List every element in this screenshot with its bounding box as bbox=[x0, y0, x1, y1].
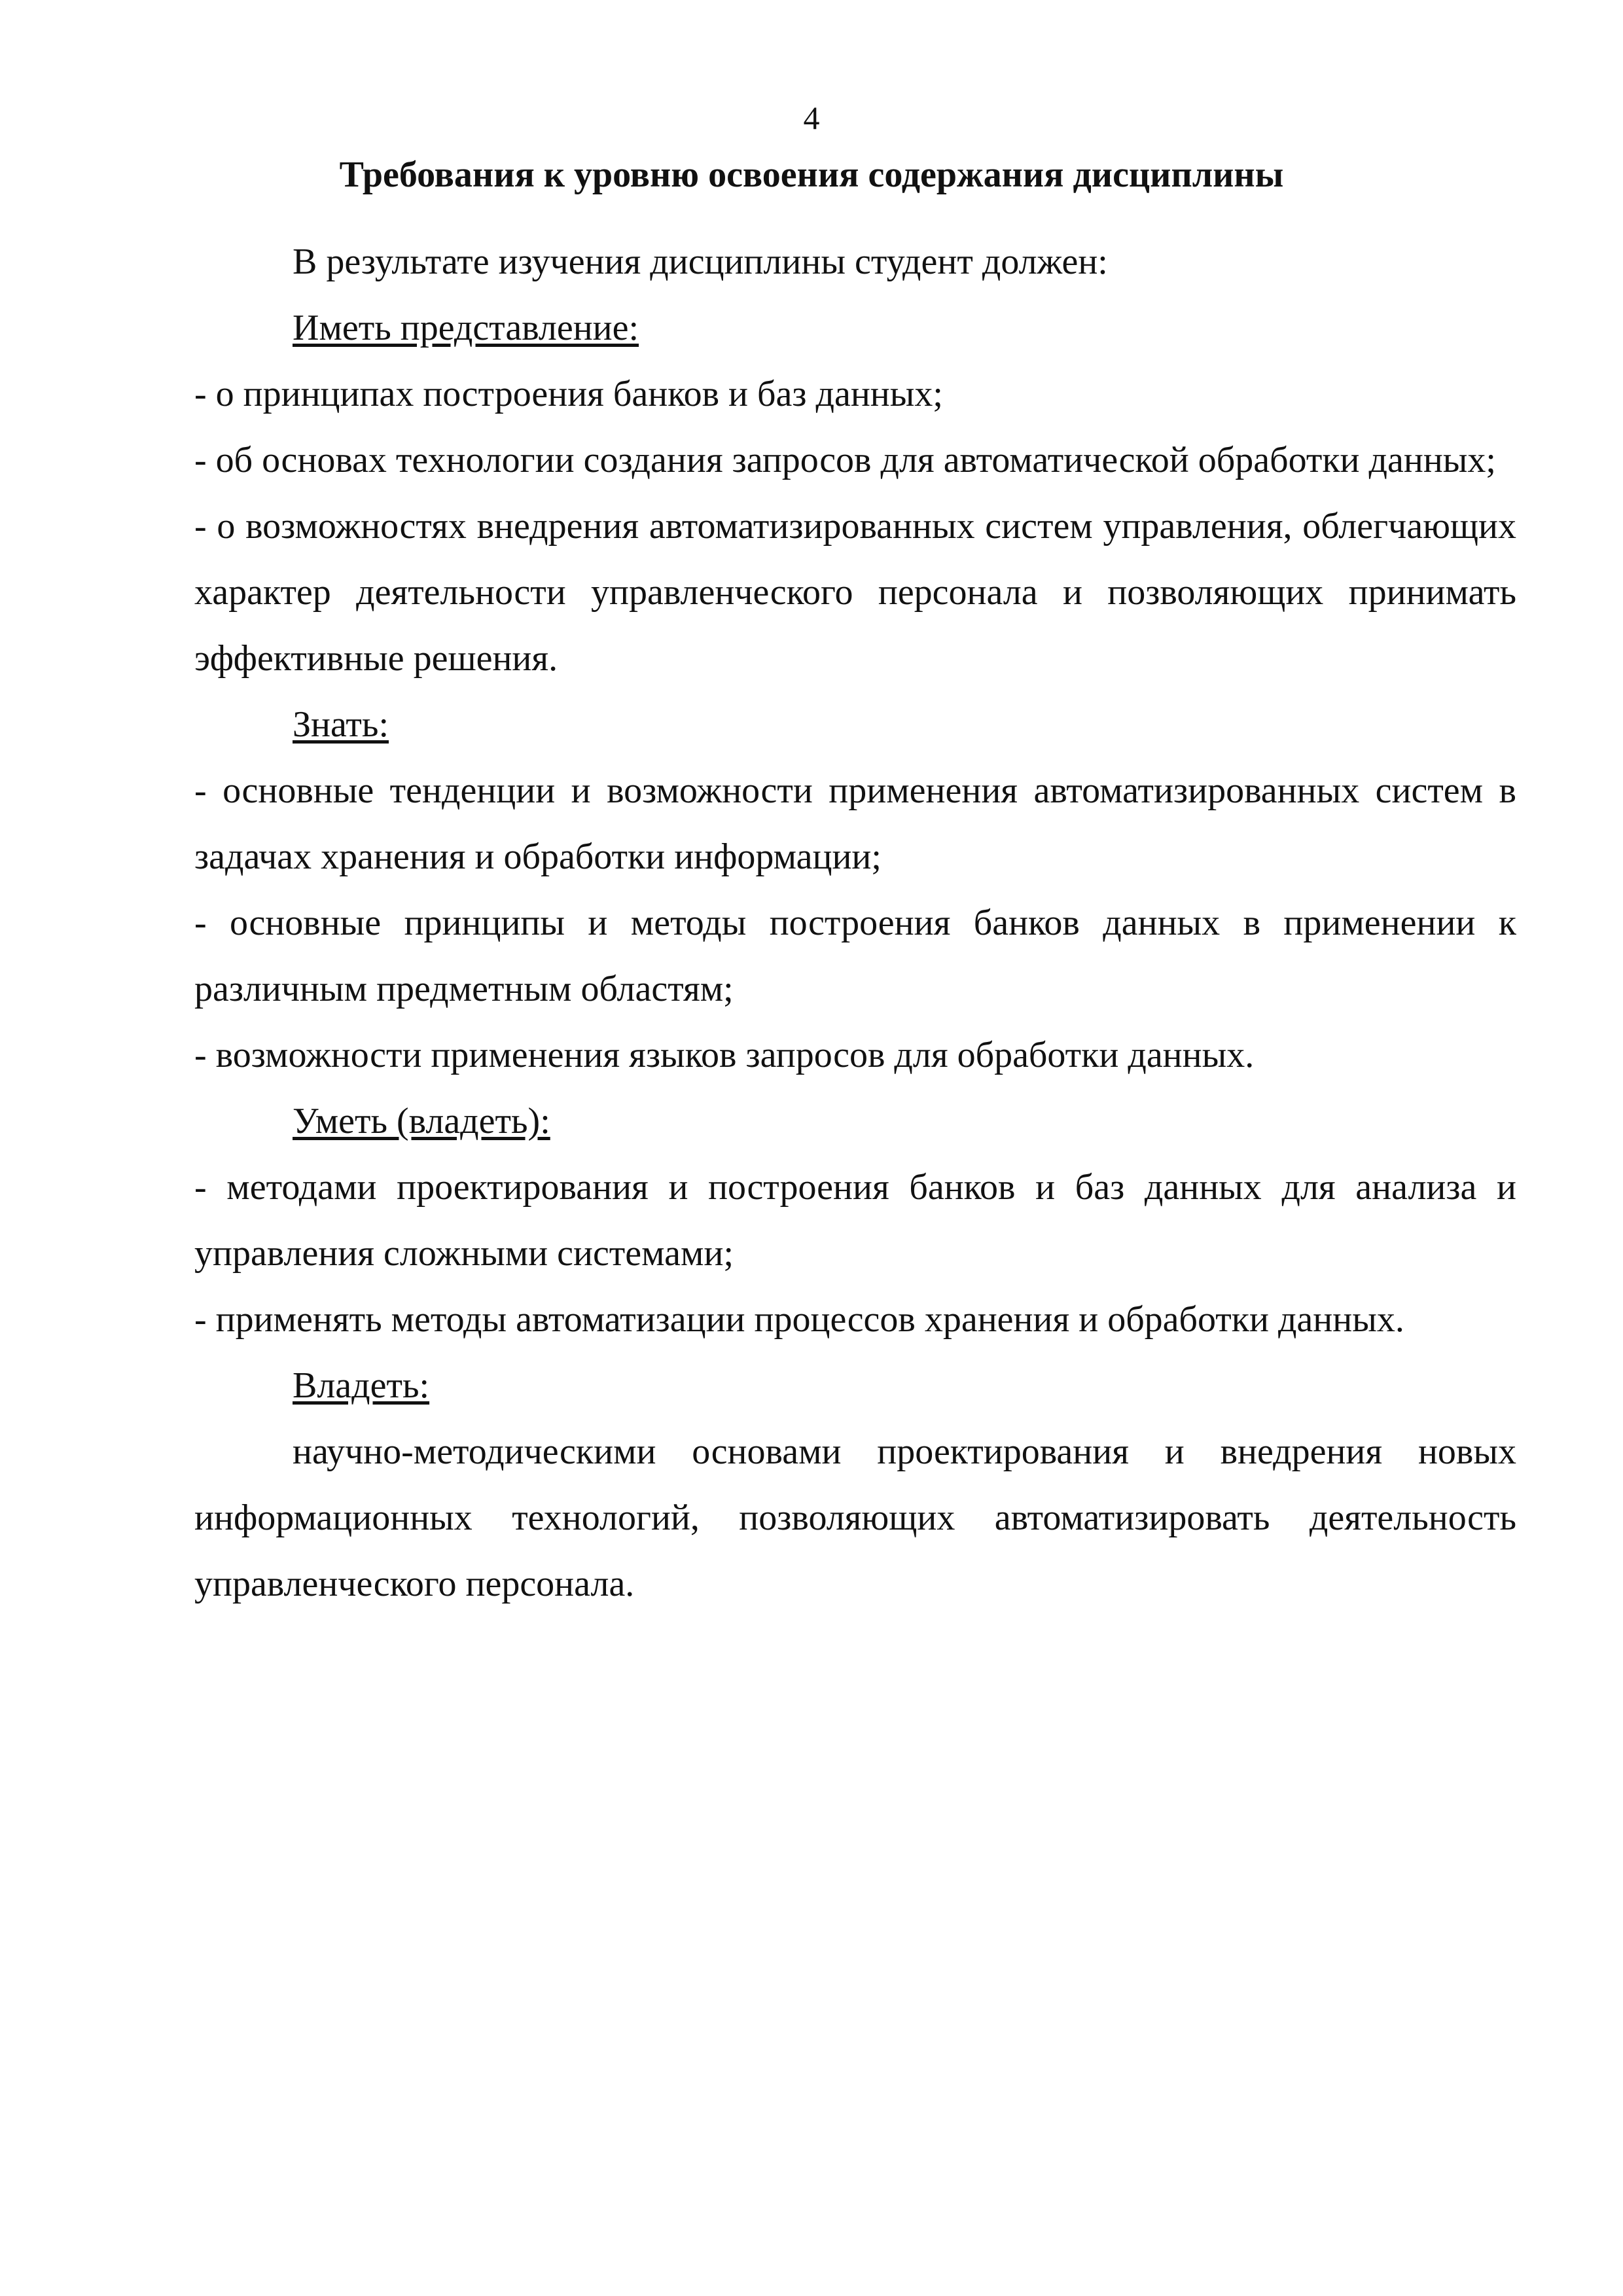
page-number: 4 bbox=[803, 99, 820, 136]
list-item: - основные принципы и методы построения банков данных в применении к различным предметным областям; bbox=[194, 903, 1516, 1009]
list-item: - о возможностях внедрения автоматизированных систем управления, облегчающих характер деятельности управленческого персонала и позволяющих принимать эффективные решения. bbox=[194, 506, 1516, 679]
list-item: - применять методы автоматизации процессов хранения и обработки данных. bbox=[194, 1299, 1404, 1340]
section-heading-master: Владеть: bbox=[293, 1365, 430, 1406]
list-item: - об основах технологии создания запросов для автоматической обработки данных; bbox=[194, 440, 1496, 480]
list-item: - методами проектирования и построения банков и баз данных для анализа и управления сложными системами; bbox=[194, 1167, 1516, 1274]
section-heading-representation: Иметь представление: bbox=[293, 308, 639, 348]
list-item: - возможности применения языков запросов для обработки данных. bbox=[194, 1035, 1255, 1075]
section-title: Требования к уровню освоения содержания дисциплины bbox=[339, 154, 1284, 195]
closing-paragraph: научно-методическими основами проектирования и внедрения новых информационных технологий, позволяющих автоматизировать деятельность управленческого персонала. bbox=[194, 1431, 1516, 1604]
list-item: - о принципах построения банков и баз данных; bbox=[194, 374, 943, 414]
list-item: - основные тенденции и возможности применения автоматизированных систем в задачах хранения и обработки информации; bbox=[194, 770, 1516, 877]
section-heading-be-able: Уметь (владеть): bbox=[293, 1101, 550, 1141]
intro-paragraph: В результате изучения дисциплины студент должен: bbox=[293, 242, 1108, 282]
section-heading-know: Знать: bbox=[293, 704, 389, 745]
document-body bbox=[194, 229, 1516, 1617]
